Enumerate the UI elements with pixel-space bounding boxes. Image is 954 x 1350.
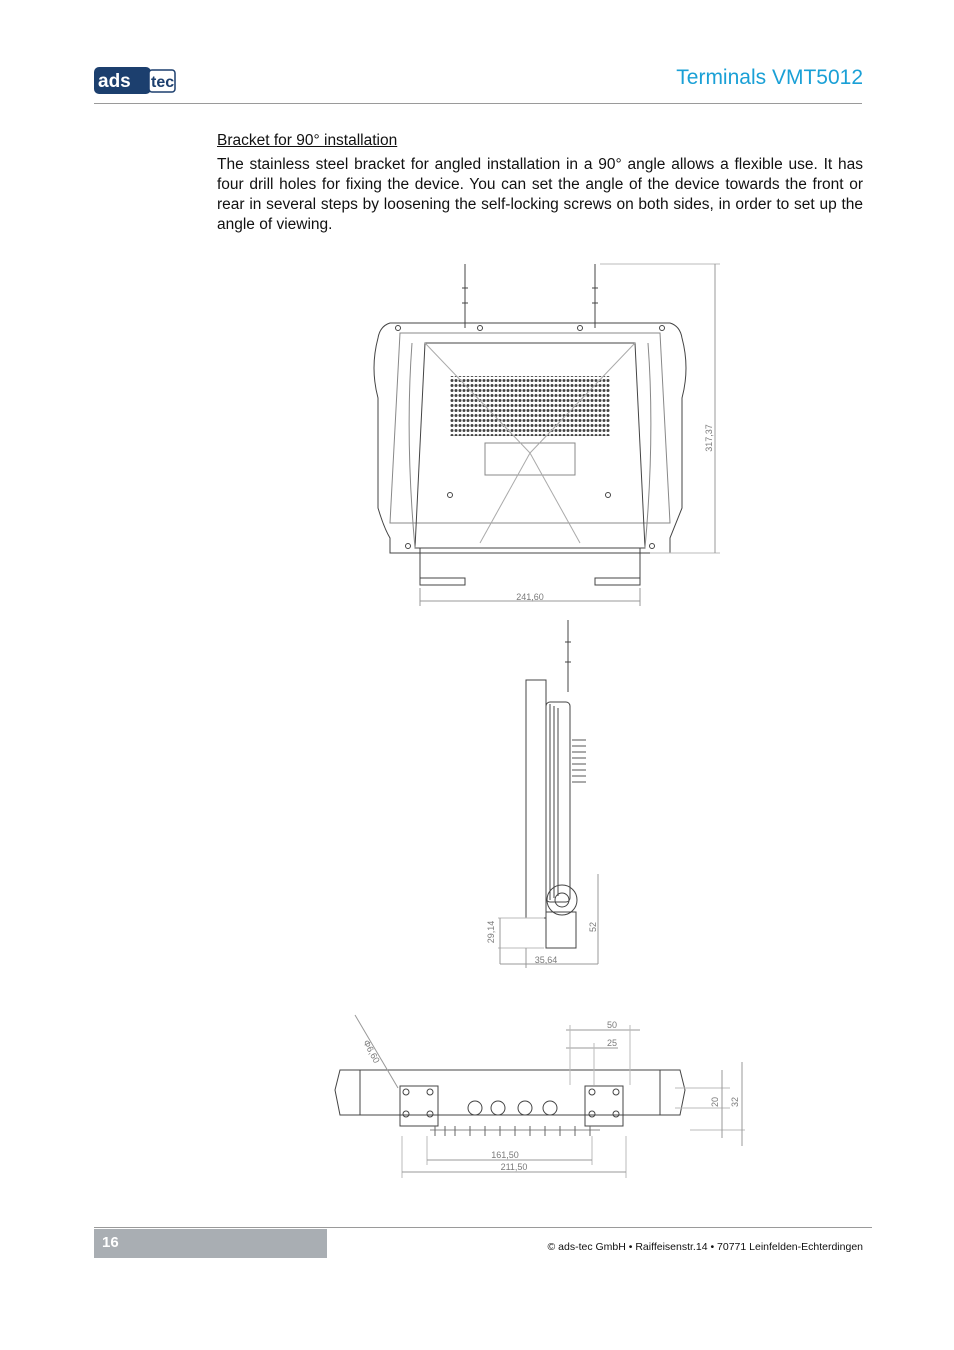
- side-view-drawing: [488, 612, 608, 972]
- svg-text:ads: ads: [98, 71, 131, 92]
- dim-25: 25: [606, 1038, 618, 1048]
- dim-50: 50: [606, 1020, 618, 1030]
- section-title: Bracket for 90° installation: [217, 132, 398, 149]
- dim-height: 317,37: [704, 424, 714, 452]
- header-divider: [94, 103, 862, 104]
- bottom-view-drawing: [330, 1010, 750, 1180]
- dim-29: 29,14: [486, 920, 496, 944]
- dim-161: 161,50: [491, 1150, 519, 1160]
- dim-diameter: Φ6,60: [361, 1038, 382, 1065]
- dim-32: 32: [730, 1096, 740, 1108]
- dim-35: 35,64: [534, 955, 558, 965]
- dim-52: 52: [588, 921, 598, 933]
- front-view-drawing: [370, 258, 730, 608]
- adstec-logo: [94, 67, 176, 94]
- footer-divider: [94, 1227, 872, 1228]
- dim-211: 211,50: [500, 1162, 528, 1172]
- svg-text:tec: tec: [151, 74, 175, 91]
- page-number: 16: [102, 1234, 119, 1251]
- dim-width: 241,60: [516, 592, 544, 602]
- body-paragraph: The stainless steel bracket for angled installation in a 90° angle allows a flexible use. It has four drill holes for fixing the device. You can set the angle of the device towards the front or rear in several steps by loosening the self-locking screws on both sides, in order to set up the angle of viewing.: [217, 156, 863, 233]
- page-number-box: [94, 1229, 327, 1258]
- document-title: Terminals VMT5012: [676, 66, 863, 89]
- dim-20: 20: [710, 1096, 720, 1108]
- footer-copyright: © ads-tec GmbH • Raiffeisenstr.14 • 70771 Leinfelden-Echterdingen: [547, 1241, 863, 1253]
